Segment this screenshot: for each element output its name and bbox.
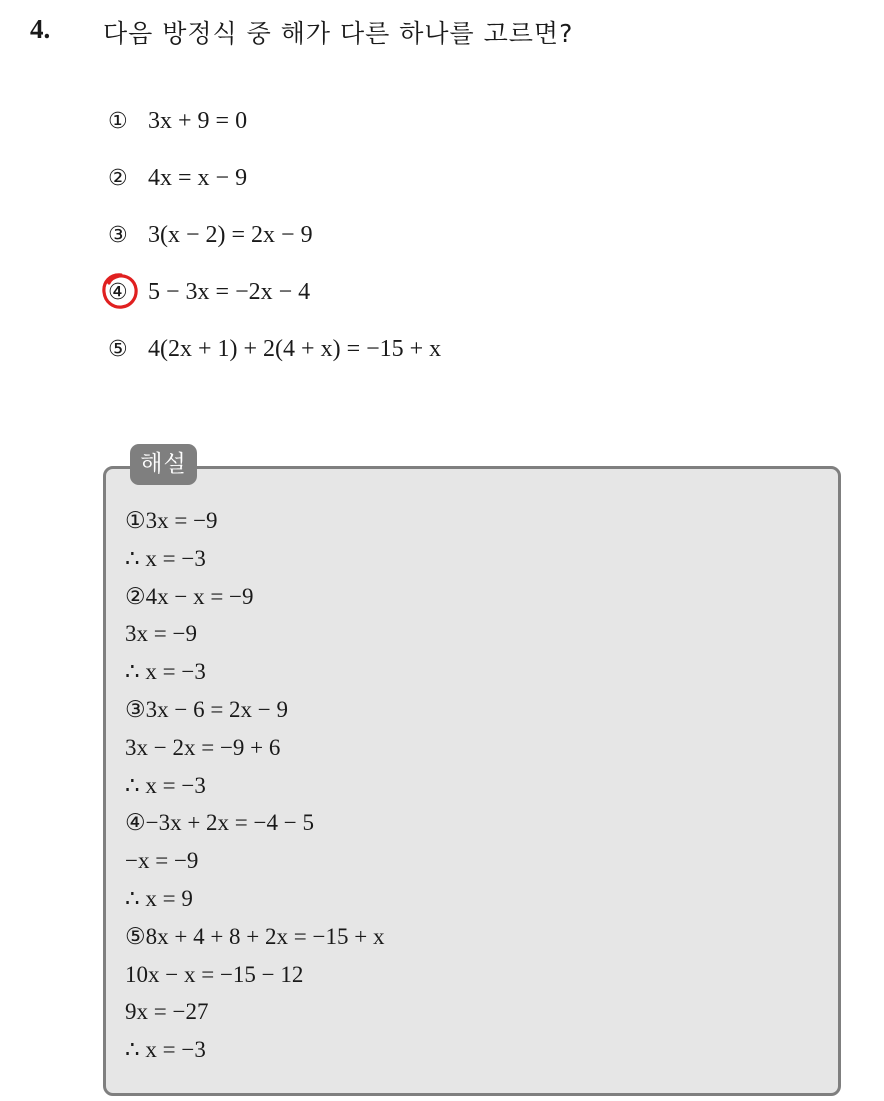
choice-3[interactable] [108,217,441,274]
choice-4-mark: ④ [108,280,128,305]
solution-line-5: ∴ x = −3 [125,659,206,685]
question-text: 다음 방정식 중 해가 다른 하나를 고르면? [103,19,574,48]
choice-1-equation: 3x + 9 = 0 [148,108,248,134]
choice-5[interactable] [108,331,441,388]
solution-line-11: ∴ x = 9 [125,885,193,911]
solution-title: 해설 [130,444,197,485]
solution-line-8: ∴ x = −3 [125,772,206,798]
choice-3-equation: 3(x − 2) = 2x − 9 [148,222,313,248]
choice-1[interactable] [108,103,441,160]
choice-3-mark: ③ [108,223,128,248]
solution-line-4: 3x = −9 [125,621,197,647]
choice-1-mark: ① [108,109,128,134]
solution-line-7: 3x − 2x = −9 + 6 [125,734,281,760]
solution-line-2: ∴ x = −3 [125,545,206,571]
solution-line-10: −x = −9 [125,848,199,874]
solution-lines [125,503,384,1070]
choice-5-mark: ⑤ [108,337,128,362]
choice-2[interactable] [108,160,441,217]
question-number: 4. [30,14,51,44]
solution-line-3: ②4x − x = −9 [125,583,254,609]
solution-line-15: ∴ x = −3 [125,1037,206,1063]
solution-line-1: ①3x = −9 [125,508,218,533]
choice-list [108,103,441,388]
choice-2-mark: ② [108,166,128,191]
solution-line-9: ④−3x + 2x = −4 − 5 [125,810,314,836]
choice-5-equation: 4(2x + 1) + 2(4 + x) = −15 + x [148,336,442,362]
solution-line-13: 10x − x = −15 − 12 [125,961,304,987]
solution-line-6: ③3x − 6 = 2x − 9 [125,696,289,722]
choice-2-equation: 4x = x − 9 [148,165,248,191]
solution-line-12: ⑤8x + 4 + 8 + 2x = −15 + x [125,923,385,949]
choice-4[interactable] [108,274,441,331]
choice-4-equation: 5 − 3x = −2x − 4 [148,279,311,305]
solution-line-14: 9x = −27 [125,999,209,1025]
